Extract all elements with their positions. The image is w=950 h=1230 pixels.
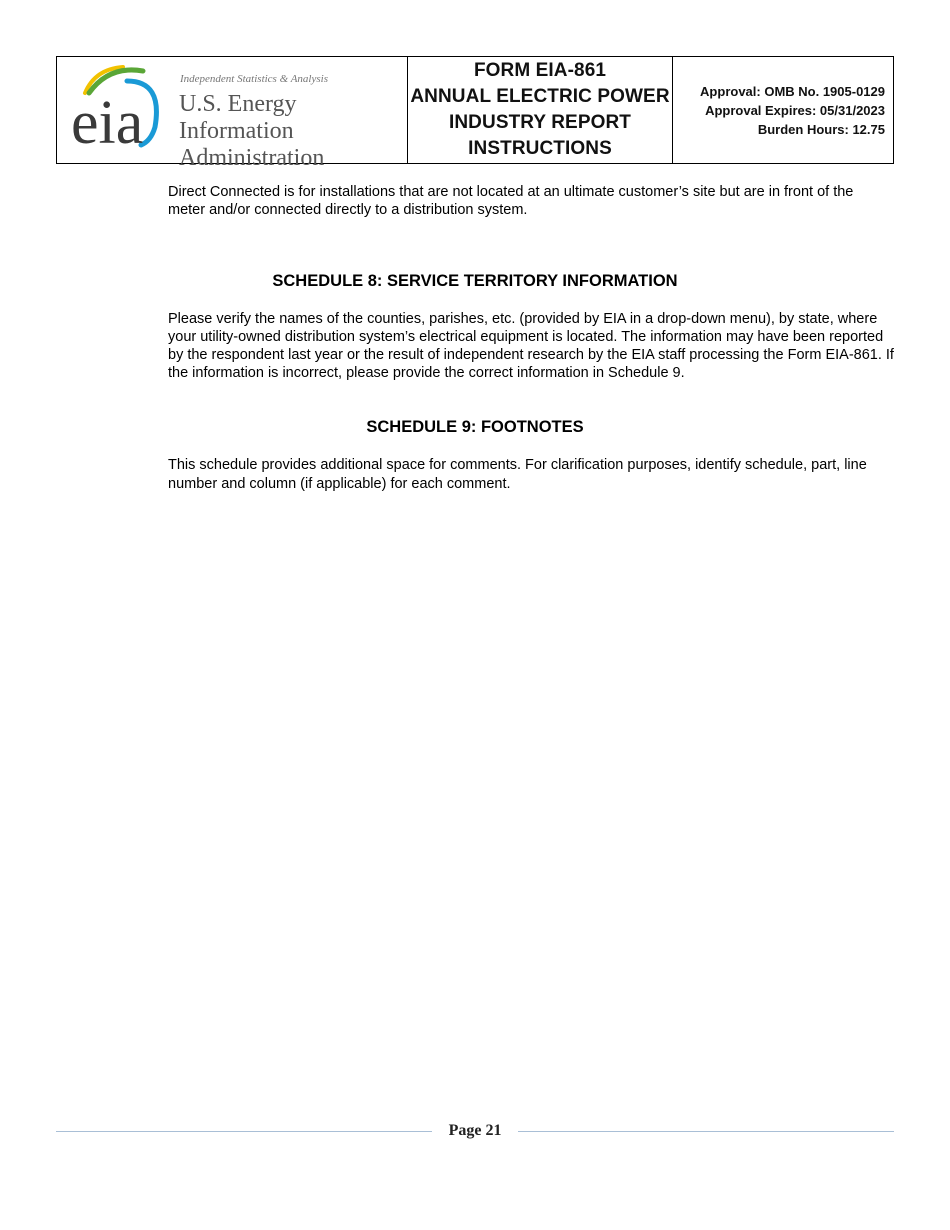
agency-name-line-2: Administration [179,145,325,171]
agency-name [179,91,407,172]
schedule-9-paragraph: This schedule provides additional space for comments. For clarification purposes, identify schedule, part, line number and column (if applicable) for each comment. [168,457,867,492]
intro-section [168,183,894,219]
eia-wordmark: eia [71,89,144,153]
omb-number: Approval: OMB No. 1905-0129 [700,83,885,99]
agency-name-line-1: U.S. Energy Information [179,91,297,144]
page-number: Page 21 [448,1122,502,1139]
direct-connected-paragraph: Direct Connected is for installations that are not located at an ultimate customer’s site but are in front of the meter and/or connected directly to a distribution system. [168,184,854,218]
approval-block [673,57,893,163]
logo-tagline: Independent Statistics & Analysis [180,73,328,85]
schedule-9-section [168,456,894,494]
form-title [410,58,669,162]
form-title-line-2: ANNUAL ELECTRIC POWER [410,86,670,107]
form-title-block [408,57,673,163]
form-title-line-3: INDUSTRY REPORT [448,112,632,133]
schedule-8-paragraph: Please verify the names of the counties, parishes, etc. (provided by EIA in a drop-down menu), by state, where your utility-owned distribution system’s electrical equipment is located. The information may have been reported by the respondent last year or the result of independent research by the EIA staff processing the Form EIA-861. If the information is incorrect, please provide the correct information in Schedule 9. [168,311,894,381]
form-title-line-4: INSTRUCTIONS [468,138,612,159]
eia-logo-icon [71,63,175,153]
document-header [56,56,894,171]
form-title-line-1: FORM EIA-861 [473,60,607,81]
schedule-8-heading: SCHEDULE 8: SERVICE TERRITORY INFORMATION [272,272,678,290]
approval-expiration: Approval Expires: 05/31/2023 [705,102,885,118]
burden-hours: Burden Hours: 12.75 [757,121,885,137]
schedule-9-heading: SCHEDULE 9: FOOTNOTES [366,418,584,436]
page-footer [56,1120,894,1144]
schedule-8-section [168,310,894,382]
eia-logo-block [57,57,408,171]
